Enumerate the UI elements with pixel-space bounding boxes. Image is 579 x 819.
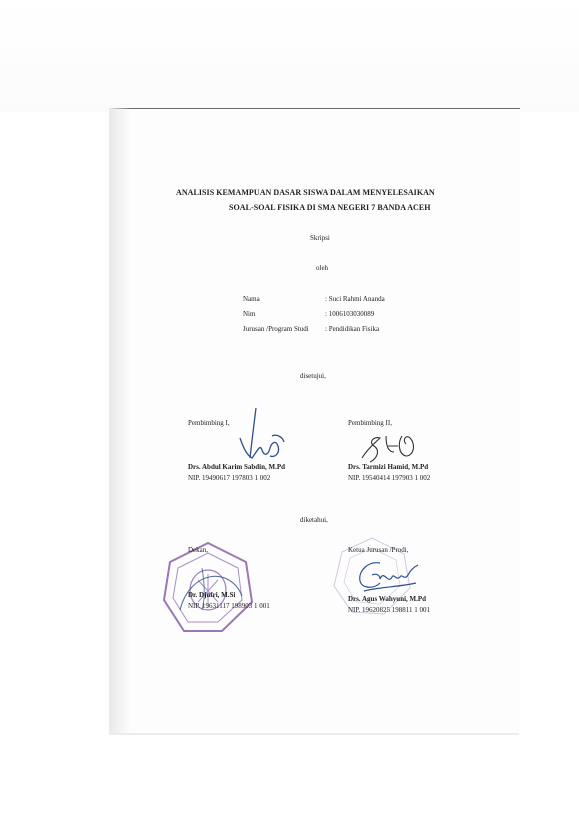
- field-program-value: : Pendidikan Fisika: [325, 325, 380, 333]
- supervisor2-signature: [358, 428, 428, 468]
- head-name: Drs. Agus Wahyuni, M.Pd: [348, 595, 427, 603]
- field-nim-value: : 1006103030089: [325, 310, 375, 318]
- document-title-line2: SOAL-SOAL FISIKA DI SMA NEGERI 7 BANDA ACEH: [229, 203, 431, 212]
- supervisor2-nip: NIP. 19540414 197903 1 002: [348, 474, 431, 482]
- field-program-label: Jurusan /Program Studi: [243, 325, 309, 333]
- head-nip: NIP. 19620825 198811 1 001: [348, 606, 430, 614]
- field-name-label: Nama: [243, 295, 260, 303]
- supervisor2-role: Pembimbing II,: [348, 419, 392, 427]
- supervisor1-nip: NIP. 19490617 197803 1 002: [188, 474, 271, 482]
- head-signature: [350, 557, 422, 597]
- faculty-stamp-icon: [160, 540, 256, 636]
- scan-background: [0, 0, 579, 112]
- author-by-label: oleh: [316, 264, 329, 272]
- known-label: diketahui,: [300, 516, 328, 524]
- supervisor2-name: Drs. Tarmizi Hamid, M.Pd: [348, 463, 429, 471]
- page-edge-shadow: [109, 108, 131, 734]
- dean-role: Dekan,: [188, 546, 209, 554]
- dean-name: Dr. Djufri, M.Si: [188, 591, 236, 599]
- approved-label: disetujui,: [300, 372, 326, 380]
- dean-nip: NIP. 19631117 198903 1 001: [188, 602, 270, 610]
- document-title-line1: ANALISIS KEMAMPUAN DASAR SISWA DALAM MENYELESAIKAN: [176, 188, 435, 197]
- supervisor1-signature: [226, 406, 296, 466]
- supervisor1-name: Drs. Abdul Karim Sabdin, M.Pd: [188, 463, 286, 471]
- document-type: Skripsi: [310, 234, 330, 242]
- page-bottom-edge: [109, 733, 519, 735]
- head-role: Ketua Jurusan /Prodi,: [348, 546, 409, 554]
- field-nim-label: Nim: [243, 310, 256, 318]
- field-name-value: : Suci Rahmi Ananda: [325, 295, 385, 303]
- supervisor1-role: Pembimbing I,: [188, 419, 230, 427]
